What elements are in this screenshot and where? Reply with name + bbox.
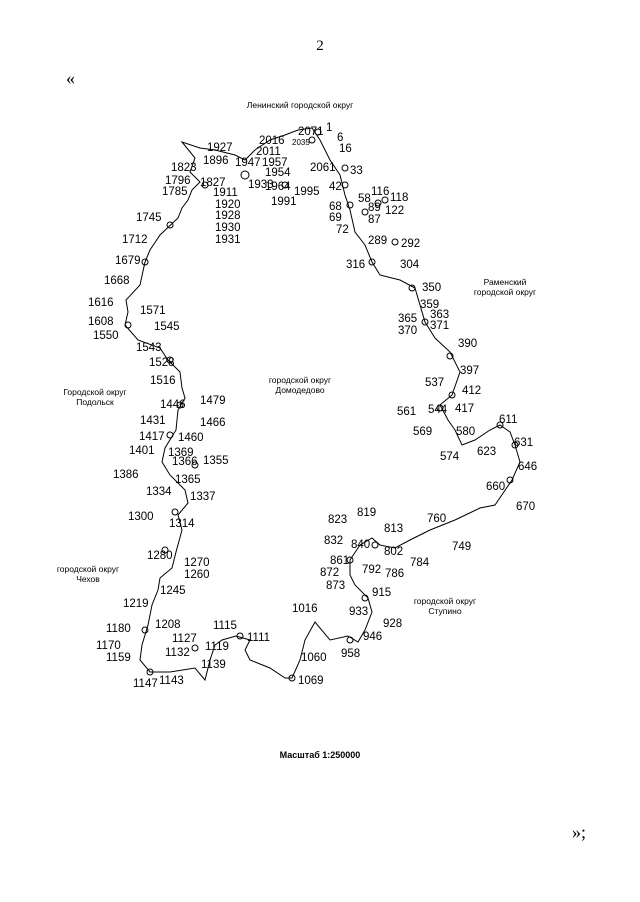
point-label: 537 [425,377,445,389]
point-label: 1417 [139,431,165,443]
point-label: 1115 [213,620,237,632]
point-label: 1127 [172,633,197,645]
point-label: 792 [362,564,382,576]
point-label: 292 [401,238,421,250]
point-label: 1920 [215,199,241,211]
point-label: 316 [346,259,366,271]
point-label: 1369 [168,447,194,459]
point-label: 946 [363,631,383,643]
point-label: 16 [339,143,352,155]
point-label: 1111 [247,632,271,644]
region-ramensky-2: городской округ [473,287,537,297]
region-chekhov-1: городской округ [56,564,120,574]
point-label: 1460 [178,432,204,444]
point-label: 2061 [310,162,336,174]
point-label: 1991 [271,196,297,208]
point-label: 1219 [123,598,149,610]
point-label: 1933 [248,179,274,191]
point-label: 1366 [172,456,198,468]
point-label: 1314 [169,518,195,530]
point-label: 872 [320,567,340,579]
point-label: 611 [499,414,518,426]
point-label: 1608 [88,316,114,328]
point-label: 1823 [171,162,197,174]
point-label: 749 [452,541,472,553]
point-label: 1616 [88,297,114,309]
region-podolsk-1: Городской округ [63,387,127,397]
point-label: 289 [368,235,388,247]
point-label: 819 [357,507,377,519]
point-label: 1928 [215,210,241,222]
point-label: 87 [368,214,381,226]
point-label: 1528 [149,357,175,369]
point-label: 390 [458,338,478,350]
point-label: 928 [383,618,403,630]
point-label: 1147 [133,678,158,690]
point-label: 1365 [175,474,201,486]
point-label: 1386 [113,469,139,481]
point-label: 42 [329,181,342,193]
point-label: 33 [350,165,363,177]
point-label: 1550 [93,330,119,342]
point-label: 365 [398,313,418,325]
point-label: 1479 [200,395,226,407]
point-label: 670 [516,501,536,513]
point-label: 1355 [203,455,229,467]
point-label: 1995 [294,186,320,198]
region-ramensky-1: Раменский [483,277,527,287]
point-label: 72 [336,224,349,236]
point-label: 1180 [106,623,131,635]
point-label: 574 [440,451,460,463]
point-label: 1679 [115,255,141,267]
point-label: 760 [427,513,447,525]
point-label: 1545 [154,321,180,333]
point-label: 1143 [159,675,184,687]
point-label: 569 [413,426,433,438]
point-label: 2011 [256,146,281,158]
point-label: 873 [326,580,346,592]
point-label: 1170 [96,640,121,652]
region-chekhov-2: Чехов [76,574,100,584]
point-label: 832 [324,535,344,547]
point-label: 1069 [298,675,324,687]
point-label: 823 [328,514,348,526]
point-label: 68 [329,201,342,213]
point-label: 116 [371,186,390,198]
region-domodedovo-2: Домодедово [275,385,325,395]
point-label: 1896 [203,155,229,167]
point-label: 6 [337,132,344,144]
point-label: 1516 [150,375,176,387]
point-label: 786 [385,568,405,580]
point-label: 1245 [160,585,186,597]
point-label: 660 [486,481,506,493]
point-label: 2071 [298,126,324,138]
point-label: 1957 [262,157,288,169]
point-label: 69 [329,212,342,224]
point-label: 646 [518,461,538,473]
region-podolsk-2: Подольск [76,397,114,407]
point-label: 915 [372,587,392,599]
point-label: 1543 [136,342,162,354]
point-label: 784 [410,557,430,569]
opening-quote: « [66,68,75,88]
point-label: 1911 [213,187,238,199]
point-label: 1401 [129,445,155,457]
point-label: 1796 [165,175,191,187]
point-label: 1334 [146,486,172,498]
point-label: 861 [330,555,350,567]
point-label: 813 [384,523,404,535]
point-label: 1159 [106,652,131,664]
point-label: 371 [430,320,450,332]
point-label: 412 [462,385,482,397]
point-label: 1139 [201,659,226,671]
point-label: 89 [368,202,381,214]
point-label: 2035 [292,138,310,147]
point-label: 363 [430,309,450,321]
point-label: 1431 [140,415,166,427]
point-label: 1954 [265,167,291,179]
point-label: 580 [456,426,476,438]
point-label: 802 [384,546,404,558]
region-stupino-2: Ступино [428,606,462,616]
region-leninsky: Ленинский городской округ [246,100,354,110]
point-label: 1668 [104,275,130,287]
point-label: 350 [422,282,442,294]
point-label: 118 [390,192,409,204]
point-label: 1016 [292,603,318,615]
point-label: 1785 [162,186,188,198]
point-label: 1930 [215,222,241,234]
point-label: 1300 [128,511,154,523]
point-label: 561 [397,406,417,418]
point-label: 1964 [265,181,291,193]
point-label: 417 [455,403,475,415]
scale-label: Масштаб 1:250000 [279,750,361,760]
region-domodedovo-1: городской округ [268,375,332,385]
closing-quote: »; [572,822,587,842]
point-label: 1270 [184,557,210,569]
point-label: 1060 [301,652,327,664]
point-label: 1208 [155,619,181,631]
point-label: 1947 [235,157,261,169]
point-label: 623 [477,446,497,458]
point-label: 1745 [136,212,162,224]
point-label: 1280 [147,550,173,562]
point-label: 2016 [259,135,285,147]
point-label: 840 [351,539,371,551]
point-label: 1 [326,122,333,134]
point-label: 1466 [200,417,226,429]
point-label: 122 [385,205,405,217]
page-number: 2 [316,38,324,54]
point-label: 1927 [207,142,233,154]
point-label: 1931 [215,234,241,246]
region-stupino-1: городской округ [413,596,477,606]
point-label: 631 [514,437,534,449]
point-label: 1446 [160,399,186,411]
point-label: 1119 [205,641,229,653]
point-label: 1571 [140,305,166,317]
point-label: 544 [428,404,448,416]
point-label: 370 [398,325,418,337]
point-label: 359 [420,299,440,311]
point-label: 304 [400,259,420,271]
point-label: 397 [460,365,480,377]
point-label: 1827 [200,177,226,189]
point-label: 1337 [190,491,216,503]
point-label: 58 [358,193,371,205]
point-label: 933 [349,606,369,618]
point-label: 1132 [165,647,190,659]
point-label: 1260 [184,569,210,581]
point-label: 1712 [122,234,148,246]
point-label: 958 [341,648,361,660]
